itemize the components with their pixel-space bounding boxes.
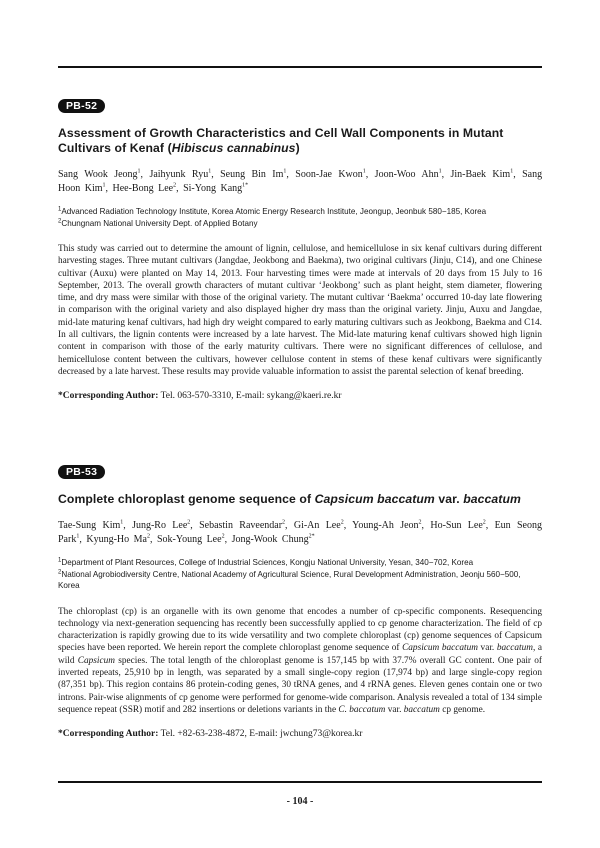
author-affiliation-marker: 1 bbox=[283, 168, 287, 175]
author-affiliation-marker: 2 bbox=[282, 519, 286, 526]
author-affiliation-marker: 1 bbox=[438, 168, 442, 175]
author-affiliation-marker: 2 bbox=[173, 182, 177, 189]
author-name: Jin-Baek Kim bbox=[450, 169, 511, 180]
text-run: var. bbox=[477, 643, 497, 654]
affiliation bbox=[58, 218, 542, 230]
affiliation-marker: 1 bbox=[58, 557, 62, 564]
affiliation-marker: 1 bbox=[58, 206, 62, 213]
author bbox=[157, 534, 225, 545]
author-affiliation-marker: 1* bbox=[242, 182, 249, 189]
top-rule bbox=[58, 66, 542, 68]
author bbox=[375, 169, 442, 180]
author-affiliation-marker: 2 bbox=[221, 533, 225, 540]
affiliation-list bbox=[58, 557, 542, 592]
italic-text-run: Capsicum bbox=[77, 655, 115, 666]
author bbox=[113, 183, 177, 194]
author bbox=[295, 169, 365, 180]
author-name: Ho-Sun Lee bbox=[430, 520, 483, 531]
author-name: Joon-Woo Ahn bbox=[374, 169, 439, 180]
text-run: Complete chloroplast genome sequence of bbox=[58, 492, 315, 506]
author-name: Jaihyunk Ryu bbox=[149, 169, 209, 180]
italic-text-run: Hibiscus cannabinus bbox=[171, 141, 296, 155]
text-run: var. bbox=[385, 704, 404, 715]
italic-text-run: baccatum bbox=[496, 643, 533, 654]
author bbox=[220, 169, 286, 180]
author bbox=[352, 520, 421, 531]
author-name: Hee-Bong Lee bbox=[112, 183, 174, 194]
text-run: Assessment of Growth Characteristics and Cell Wall Components in Mutant Cultivars of Kenaf ( bbox=[58, 126, 504, 155]
corresponding-author bbox=[58, 728, 542, 740]
author bbox=[430, 520, 485, 531]
text-run: species. The total length of the chloroplast genome is 157,145 bp with 37.7% overall GC content. One pair of inverted repeats, 25,910 bp in length, was separated by a small single-copy region (17,974 bp) and large single-copy region (87,351 bp). This region contains 86 protein-coding genes, 30 tRNA genes, and 4 rRNA genes. Eleven genes contain one or two introns. Pair-wise alignments of cp genome were performed for genome-wide comparison. Analysis revealed a total of 134 simple sequence repeat (SSR) motif and 282 insertions or deletions variants in the bbox=[58, 655, 543, 715]
author-name: Jung-Ro Lee bbox=[132, 520, 188, 531]
text-run: cp genome. bbox=[439, 704, 486, 715]
author-affiliation-marker: 2 bbox=[146, 533, 150, 540]
author bbox=[450, 169, 513, 180]
author bbox=[294, 520, 344, 531]
italic-text-run: Capsicum baccatum bbox=[314, 492, 435, 506]
text-run: This study was carried out to determine the amount of lignin, cellulose, and hemicellulose in six kenaf cultivars during different harvesting stages. Three mutant cultivars (Jangdae, Jeokbong and Baekma), two original cultivars (Jinju, C14), and one Chinese cultivar (Auxu) were planted on May 14, 2013. Four harvesting times were made at intervals of 20 days from 15 July to 16 September, 2013. The overall growth characters of mutant cultivar ‘Jeokbong’ such as plant height, stem diameter, flowering time, and dry mass were similar with those of the original variety. The mutant cultivar ‘Baekma’ occurred 10-day late flowering in comparison with the original variety and also displayed higher dry mass than the original variety. Jinju, Auxu and Jangdae, mid-late maturing kenaf cultivars, had high dry weight compared to early maturing cultivars such as Jeokbong, Baekma and C14. In all cultivars, the lignin contents were increased by a late harvest. The Mid-late maturing kenaf cultivars showed high lignin content in comparison with those of the early maturity cultivars. There were no significant differences of cellulose, and hemicellulose content between the cultivars, however cellulose content in stems of these kenaf cultivars were significantly decreased by a late harvest. These results may provide valuable information to assist the parental selection of kenaf breeding. bbox=[58, 244, 542, 377]
author-affiliation-marker: 1 bbox=[120, 519, 124, 526]
author-name: Sang Wook Jeong bbox=[58, 169, 138, 180]
author bbox=[199, 520, 285, 531]
author-name: Tae-Sung Kim bbox=[58, 520, 121, 531]
corresponding-author-contact: Tel. +82-63-238-4872, E-mail: jwchung73@korea.kr bbox=[160, 729, 363, 740]
author-affiliation-marker: 1 bbox=[76, 533, 80, 540]
author-name: Gi-An Lee bbox=[293, 520, 341, 531]
text-run: The chloroplast (cp) is an organelle with its own genome that encodes a number of cp-specific components. Resequencing technology via next-generation sequencing has recently been successfully applied to cp genome characterization. The field of cp characterization is rapidly growing due to its wide versatility and two complete chloroplast (cp) genome sequences of Capsicum species have been reported. We herein report the complete chloroplast genome sequence of bbox=[58, 606, 542, 654]
author-name: Jong-Wook Chung bbox=[231, 534, 309, 545]
italic-text-run: baccatum bbox=[403, 704, 440, 715]
author bbox=[132, 520, 190, 531]
page-number: - 104 - bbox=[286, 796, 314, 807]
affiliation-text: Advanced Radiation Technology Institute, Korea Atomic Energy Research Institute, Jeongup, Jeonbuk 580−185, Korea bbox=[61, 207, 487, 216]
corresponding-author-label: *Corresponding Author: bbox=[58, 729, 159, 740]
author bbox=[58, 169, 141, 180]
affiliation bbox=[58, 569, 542, 592]
text-run: ) bbox=[295, 141, 300, 155]
corresponding-author bbox=[58, 390, 542, 402]
author bbox=[58, 520, 123, 531]
author-name: Kyung-Ho Ma bbox=[86, 534, 147, 545]
author bbox=[232, 534, 315, 545]
author-affiliation-marker: 1 bbox=[137, 168, 141, 175]
corresponding-author-contact: Tel. 063-570-3310, E-mail: sykang@kaeri.re.kr bbox=[160, 391, 342, 402]
author-name: Sang Hoon Kim bbox=[58, 169, 543, 194]
affiliation-text: Department of Plant Resources, College of Industrial Sciences, Kongju National University, Yesan, 340−702, Korea bbox=[61, 558, 474, 567]
author-affiliation-marker: 2 bbox=[340, 519, 344, 526]
author-list: Sang Wook Jeong$^1$, Jaihyunk Ryu$^1$, Seung Bin Im$^1$, Soon-Jae Kwon$^1$, Joon-Woo Ahn$^1$, Jin-Baek Kim$^1$, Sang Hoon Kim$^1$, Hee-Bong Lee$^2$, Si-Yong Kang$^{1*}$ bbox=[58, 168, 543, 194]
abstract-body bbox=[58, 243, 542, 378]
abstract-body bbox=[58, 606, 542, 717]
author bbox=[86, 534, 150, 545]
author-name: Soon-Jae Kwon bbox=[295, 169, 363, 180]
author-affiliation-marker: 2 bbox=[418, 519, 422, 526]
corresponding-author-label: *Corresponding Author: bbox=[58, 391, 159, 402]
affiliation-text: Chungnam National University Dept. of Applied Botany bbox=[61, 218, 258, 228]
abstract-entry-pb-52 bbox=[58, 96, 542, 402]
author-list: Tae-Sung Kim$^1$, Jung-Ro Lee$^2$, Sebastin Raveendar$^2$, Gi-An Lee$^2$, Young-Ah Jeon$^2$, Ho-Sun Lee$^2$, Eun Seong Park$^1$, Kyung-Ho Ma$^2$, Sok-Young Lee$^2$, Jong-Wook Chung$^{2*}$ bbox=[58, 519, 542, 545]
affiliation-marker: 2 bbox=[58, 217, 62, 224]
author-name: Sok-Young Lee bbox=[156, 534, 222, 545]
entry-title bbox=[58, 126, 542, 156]
italic-text-run: baccatum bbox=[463, 492, 521, 506]
author-name: Young-Ah Jeon bbox=[352, 520, 419, 531]
author-affiliation-marker: 1 bbox=[208, 168, 212, 175]
affiliation bbox=[58, 206, 542, 218]
affiliation bbox=[58, 557, 542, 569]
author-affiliation-marker: 2* bbox=[308, 533, 315, 540]
abstract-entry-pb-53 bbox=[58, 462, 542, 740]
author-affiliation-marker: 1 bbox=[362, 168, 366, 175]
author bbox=[149, 169, 211, 180]
author bbox=[183, 183, 248, 194]
affiliation-marker: 2 bbox=[58, 568, 62, 575]
author-affiliation-marker: 1 bbox=[102, 182, 106, 189]
affiliation-text: National Agrobiodiversity Centre, National Academy of Agricultural Science, Rural Development Administration, Jeonju 560−500, Korea bbox=[58, 569, 521, 590]
entry-code-badge: PB-52 bbox=[58, 99, 105, 113]
entry-title bbox=[58, 492, 542, 507]
author-affiliation-marker: 1 bbox=[510, 168, 514, 175]
author-name: Sebastin Raveendar bbox=[199, 520, 283, 531]
entry-code-badge: PB-53 bbox=[58, 465, 105, 479]
author-affiliation-marker: 2 bbox=[187, 519, 191, 526]
author-affiliation-marker: 2 bbox=[482, 519, 486, 526]
author-name: Seung Bin Im bbox=[220, 169, 284, 180]
italic-text-run: Capsicum baccatum bbox=[402, 643, 478, 654]
italic-text-run: C. baccatum bbox=[338, 704, 386, 715]
author-name: Si-Yong Kang bbox=[183, 183, 243, 194]
bottom-rule bbox=[58, 781, 542, 783]
text-run: , a wild bbox=[58, 643, 542, 666]
author-name: Eun Seong Park bbox=[58, 520, 542, 545]
affiliation-list bbox=[58, 206, 542, 229]
text-run: var. bbox=[434, 492, 464, 506]
